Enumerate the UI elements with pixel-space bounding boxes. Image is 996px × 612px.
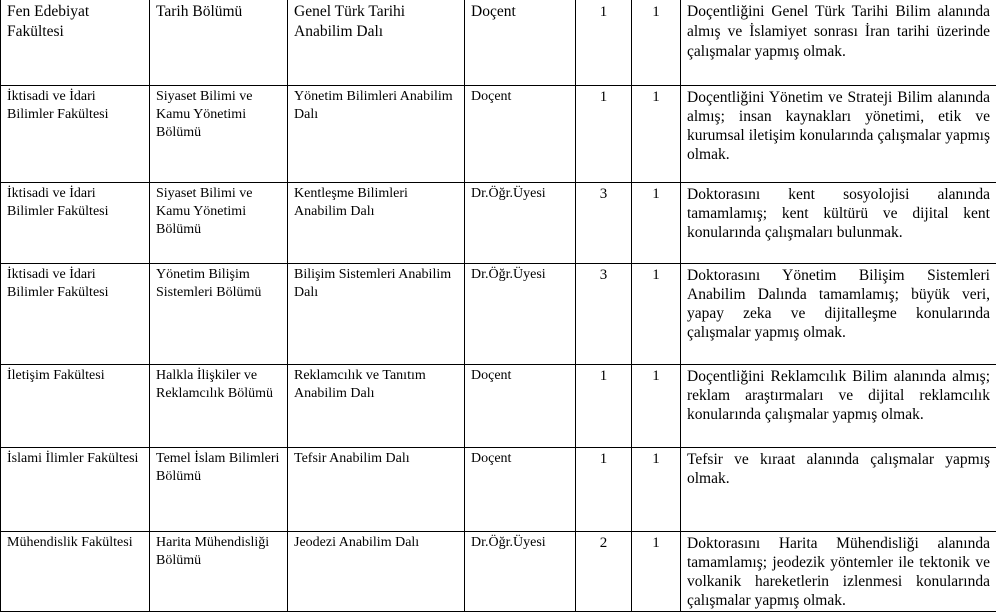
division-cell: Bilişim Sistemleri Anabilim Dalı [288,264,465,365]
division-cell: Jeodezi Anabilim Dalı [288,532,465,612]
faculty-cell: İktisadi ve İdari Bilimler Fakültesi [1,264,150,365]
count-a-cell: 1 [576,365,632,448]
description-cell: Doçentliğini Reklamcılık Bilim alanında almış; reklam araştırmaları ve dijital reklamcılık konularında çalışmalar yapmış olmak. [681,365,996,448]
count-b-cell: 1 [632,448,681,532]
division-cell: Yönetim Bilimleri Anabilim Dalı [288,86,465,183]
count-a-cell: 1 [576,0,632,86]
description-cell: Doktorasını Yönetim Bilişim Sistemleri Anabilim Dalında tamamlamış; büyük veri, yapay zeka ve dijitalleşme konularında çalışmalar yapmış olmak. [681,264,996,365]
description-cell: Doktorasını Harita Mühendisliği alanında tamamlamış; jeodezik yöntemler ile tektonik ve volkanik hareketlerin izlenmesi konularında çalışmalar yapmış olmak. [681,532,996,612]
department-cell: Tarih Bölümü [150,0,288,86]
faculty-cell: İktisadi ve İdari Bilimler Fakültesi [1,86,150,183]
count-a-cell: 1 [576,86,632,183]
department-cell: Harita Mühendisliği Bölümü [150,532,288,612]
description-cell: Tefsir ve kıraat alanında çalışmalar yapmış olmak. [681,448,996,532]
table-row [1,532,996,612]
table-row [1,448,996,532]
count-a-cell: 1 [576,448,632,532]
description-cell: Doçentliğini Yönetim ve Strateji Bilim alanında almış; insan kaynakları yönetimi, etik ve kurumsal iletişim konularında çalışmalar yapmış olmak. [681,86,996,183]
faculty-cell: İktisadi ve İdari Bilimler Fakültesi [1,183,150,264]
count-a-cell: 3 [576,183,632,264]
department-cell: Yönetim Bilişim Sistemleri Bölümü [150,264,288,365]
count-b-cell: 1 [632,86,681,183]
description-cell: Doktorasını kent sosyolojisi alanında tamamlamış; kent kültürü ve dijital kent konularında çalışmaları bulunmak. [681,183,996,264]
table-row [1,365,996,448]
title-cell: Doçent [465,86,576,183]
description-cell: Doçentliğini Genel Türk Tarihi Bilim alanında almış ve İslamiyet sonrası İran tarihi üzerinde çalışmalar yapmış olmak. [681,0,996,86]
title-cell: Dr.Öğr.Üyesi [465,532,576,612]
count-a-cell: 3 [576,264,632,365]
department-cell: Siyaset Bilimi ve Kamu Yönetimi Bölümü [150,86,288,183]
division-cell: Reklamcılık ve Tanıtım Anabilim Dalı [288,365,465,448]
table-row [1,264,996,365]
department-cell: Siyaset Bilimi ve Kamu Yönetimi Bölümü [150,183,288,264]
count-b-cell: 1 [632,183,681,264]
division-cell: Tefsir Anabilim Dalı [288,448,465,532]
count-b-cell: 1 [632,532,681,612]
table-row [1,86,996,183]
faculty-cell: İletişim Fakültesi [1,365,150,448]
count-b-cell: 1 [632,0,681,86]
title-cell: Dr.Öğr.Üyesi [465,183,576,264]
division-cell: Genel Türk Tarihi Anabilim Dalı [288,0,465,86]
title-cell: Doçent [465,365,576,448]
title-cell: Doçent [465,0,576,86]
faculty-cell: Fen Edebiyat Fakültesi [1,0,150,86]
division-cell: Kentleşme Bilimleri Anabilim Dalı [288,183,465,264]
title-cell: Doçent [465,448,576,532]
department-cell: Temel İslam Bilimleri Bölümü [150,448,288,532]
title-cell: Dr.Öğr.Üyesi [465,264,576,365]
count-b-cell: 1 [632,264,681,365]
count-b-cell: 1 [632,365,681,448]
department-cell: Halkla İlişkiler ve Reklamcılık Bölümü [150,365,288,448]
table-row [1,0,996,86]
faculty-cell: İslami İlimler Fakültesi [1,448,150,532]
table-row [1,183,996,264]
faculty-cell: Mühendislik Fakültesi [1,532,150,612]
count-a-cell: 2 [576,532,632,612]
